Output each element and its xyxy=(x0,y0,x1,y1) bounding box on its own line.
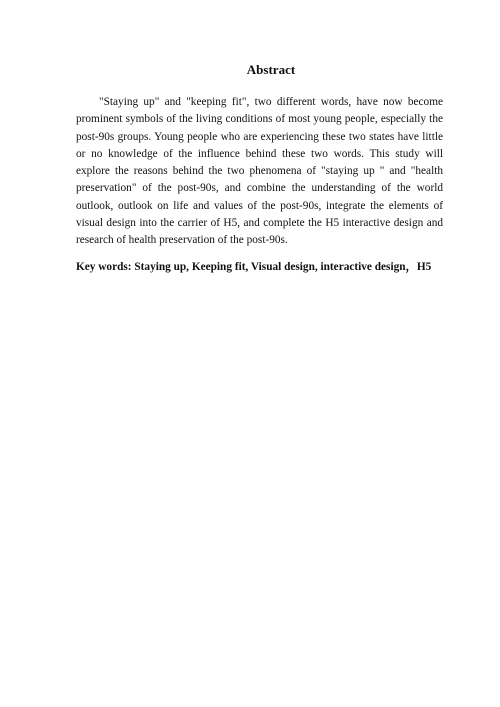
abstract-paragraph: "Staying up" and "keeping fit", two different words, have now become prominent symbols of the living conditions of most young people, especially the post-90s groups. Young people who are experiencing these two states have little or no knowledge of the influence behind these two words. This study will explore the reasons behind the two phenomena of "staying up " and "health preservation" of the post-90s, and combine the understanding of the world outlook, outlook on life and values of the post-90s, integrate the elements of visual design into the carrier of H5, and complete the H5 interactive design and research of health preservation of the post-90s. xyxy=(76,96,443,247)
keywords-label: Key words: xyxy=(76,261,132,273)
abstract-heading: Abstract xyxy=(246,62,296,77)
keywords-list: Staying up, Keeping fit, Visual design, interactive design，H5 xyxy=(134,261,432,273)
keywords-line xyxy=(76,259,456,275)
